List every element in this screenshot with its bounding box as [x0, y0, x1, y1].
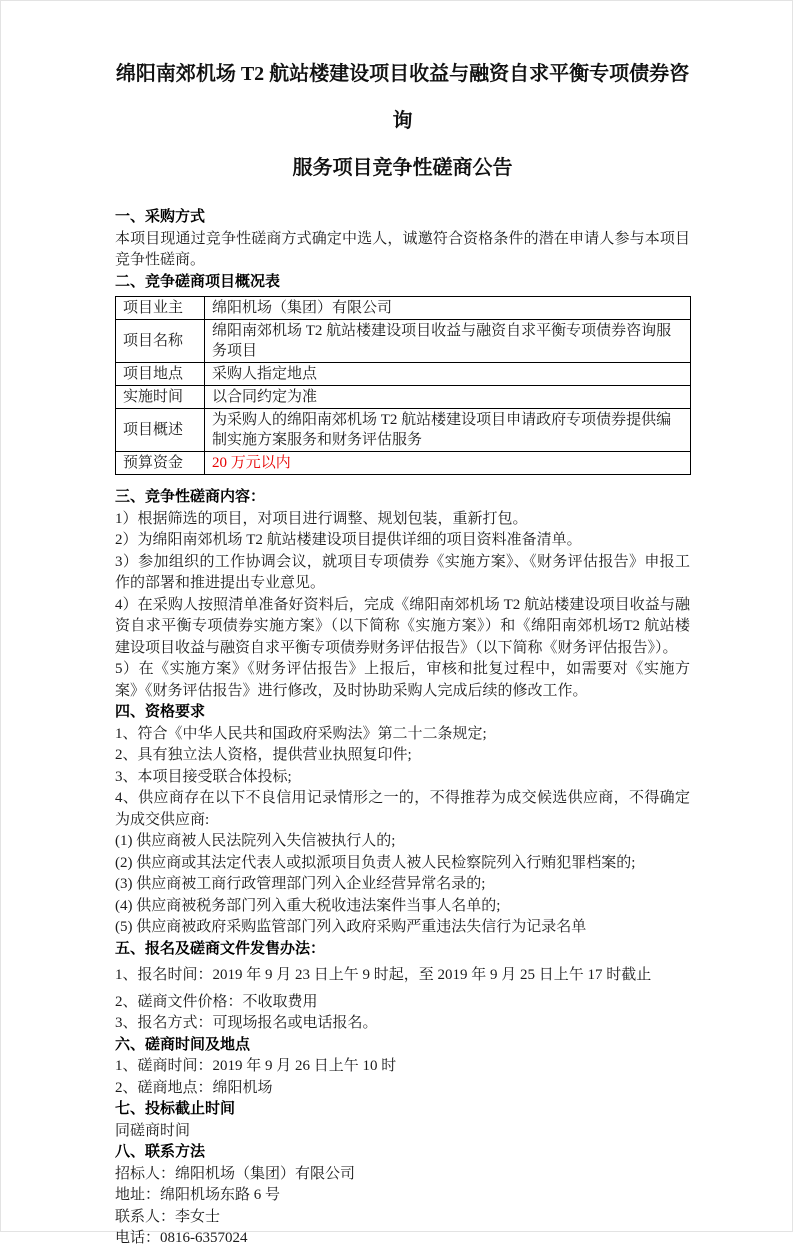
row-value: 绵阳机场（集团）有限公司 [205, 297, 691, 320]
section7-heading: 七、投标截止时间 [115, 1101, 236, 1117]
section3-item: 3）参加组织的工作协调会议，就项目专项债券《实施方案》、《财务评估报告》申报工作的部署和推进提出专业意见。 [115, 553, 690, 591]
section5-item: 3、报名方式：可现场报名或电话报名。 [115, 1015, 378, 1031]
project-overview-table [115, 296, 691, 475]
table-row-summary [116, 409, 691, 452]
table-row-project-name [116, 320, 691, 363]
contact-phone: 电话：0816-6357024 [115, 1230, 248, 1246]
table-row-budget [116, 452, 691, 475]
table-row-location [116, 363, 691, 386]
row-value: 采购人指定地点 [205, 363, 691, 386]
row-label: 项目业主 [116, 297, 205, 320]
section3-item: 5）在《实施方案》《财务评估报告》上报后，审核和批复过程中，如需要对《实施方案》《财务评估报告》进行修改，及时协助采购人完成后续的修改工作。 [115, 661, 690, 699]
section4-subitem: (3) 供应商被工商行政管理部门列入企业经营异常名录的; [115, 876, 486, 892]
row-label: 实施时间 [116, 386, 205, 409]
section5-heading: 五、报名及磋商文件发售办法： [115, 940, 326, 957]
row-value: 绵阳南郊机场 T2 航站楼建设项目收益与融资自求平衡专项债券咨询服务项目 [205, 320, 691, 363]
section1-body: 本项目现通过竞争性磋商方式确定中选人，诚邀符合资格条件的潜在申请人参与本项目竞争性磋商。 [115, 230, 690, 268]
section1-heading: 一、采购方式 [115, 209, 206, 225]
section4-item: 2、具有独立法人资格，提供营业执照复印件; [115, 747, 412, 763]
section4-item: 1、符合《中华人民共和国政府采购法》第二十二条规定; [115, 725, 487, 742]
document-title [115, 51, 690, 192]
section6-item: 1、磋商时间：2019 年 9 月 26 日上午 10 时 [115, 1058, 397, 1074]
section3-heading: 三、竞争性磋商内容： [115, 489, 266, 505]
section6-heading: 六、磋商时间及地点 [115, 1036, 251, 1053]
section3-item: 4）在采购人按照清单准备好资料后，完成《绵阳南郊机场 T2 航站楼建设项目收益与融资自求平衡专项债券实施方案》（以下简称《实施方案》）和《绵阳南郊机场T2 航站楼建设项目收益与融资自求平衡专项债券财务评估报告》（以下简称《财务评估报告》）。 [115, 596, 690, 656]
section4-item: 3、本项目接受联合体投标; [115, 768, 292, 785]
document-title-line1: 绵阳南郊机场 T2 航站楼建设项目收益与融资自求平衡专项债券咨询 [115, 63, 690, 132]
row-label: 预算资金 [116, 452, 205, 475]
section4-subitem: (4) 供应商被税务部门列入重大税收违法案件当事人名单的; [115, 897, 501, 914]
section4-item: 4、供应商存在以下不良信用记录情形之一的，不得推荐为成交候选供应商，不得确定为成交供应商: [115, 790, 690, 828]
contact-bidder: 招标人：绵阳机场（集团）有限公司 [115, 1165, 356, 1182]
section4-subitem: (1) 供应商被人民法院列入失信被执行人的; [115, 833, 396, 849]
table-row-schedule [116, 386, 691, 409]
section4-subitem: (2) 供应商或其法定代表人或拟派项目负责人被人民检察院列入行贿犯罪档案的; [115, 854, 636, 871]
row-label: 项目概述 [116, 409, 205, 452]
section5-item: 1、报名时间：2019 年 9 月 23 日上午 9 时起，至 2019 年 9 月 25 日上午 17 时截止 [115, 967, 652, 983]
section2-heading: 二、竞争磋商项目概况表 [115, 273, 281, 290]
section5-item: 2、磋商文件价格：不收取费用 [115, 993, 318, 1010]
budget-value: 20 万元以内 [205, 452, 691, 475]
document-title-line2: 服务项目竞争性磋商公告 [292, 157, 513, 179]
section7-body: 同磋商时间 [115, 1122, 191, 1139]
section6-item: 2、磋商地点：绵阳机场 [115, 1079, 273, 1096]
row-label: 项目地点 [116, 363, 205, 386]
contact-person: 联系人：李女士 [115, 1208, 221, 1225]
row-label: 项目名称 [116, 320, 205, 363]
section4-subitem: (5) 供应商被政府采购监管部门列入政府采购严重违法失信行为记录名单 [115, 919, 587, 935]
section3-item: 1）根据筛选的项目，对项目进行调整、规划包装，重新打包。 [115, 510, 528, 527]
row-value: 以合同约定为准 [205, 386, 691, 409]
row-value: 为采购人的绵阳南郊机场 T2 航站楼建设项目申请政府专项债券提供编制实施方案服务和财务评估服务 [205, 409, 691, 452]
section8-heading: 八、联系方法 [115, 1144, 206, 1160]
section4-heading: 四、资格要求 [115, 704, 206, 720]
document-content [1, 1, 792, 1250]
contact-address: 地址：绵阳机场东路 6 号 [115, 1187, 281, 1203]
section3-item: 2）为绵阳南郊机场 T2 航站楼建设项目提供详细的项目资料准备清单。 [115, 532, 582, 548]
table-row-owner [116, 297, 691, 320]
